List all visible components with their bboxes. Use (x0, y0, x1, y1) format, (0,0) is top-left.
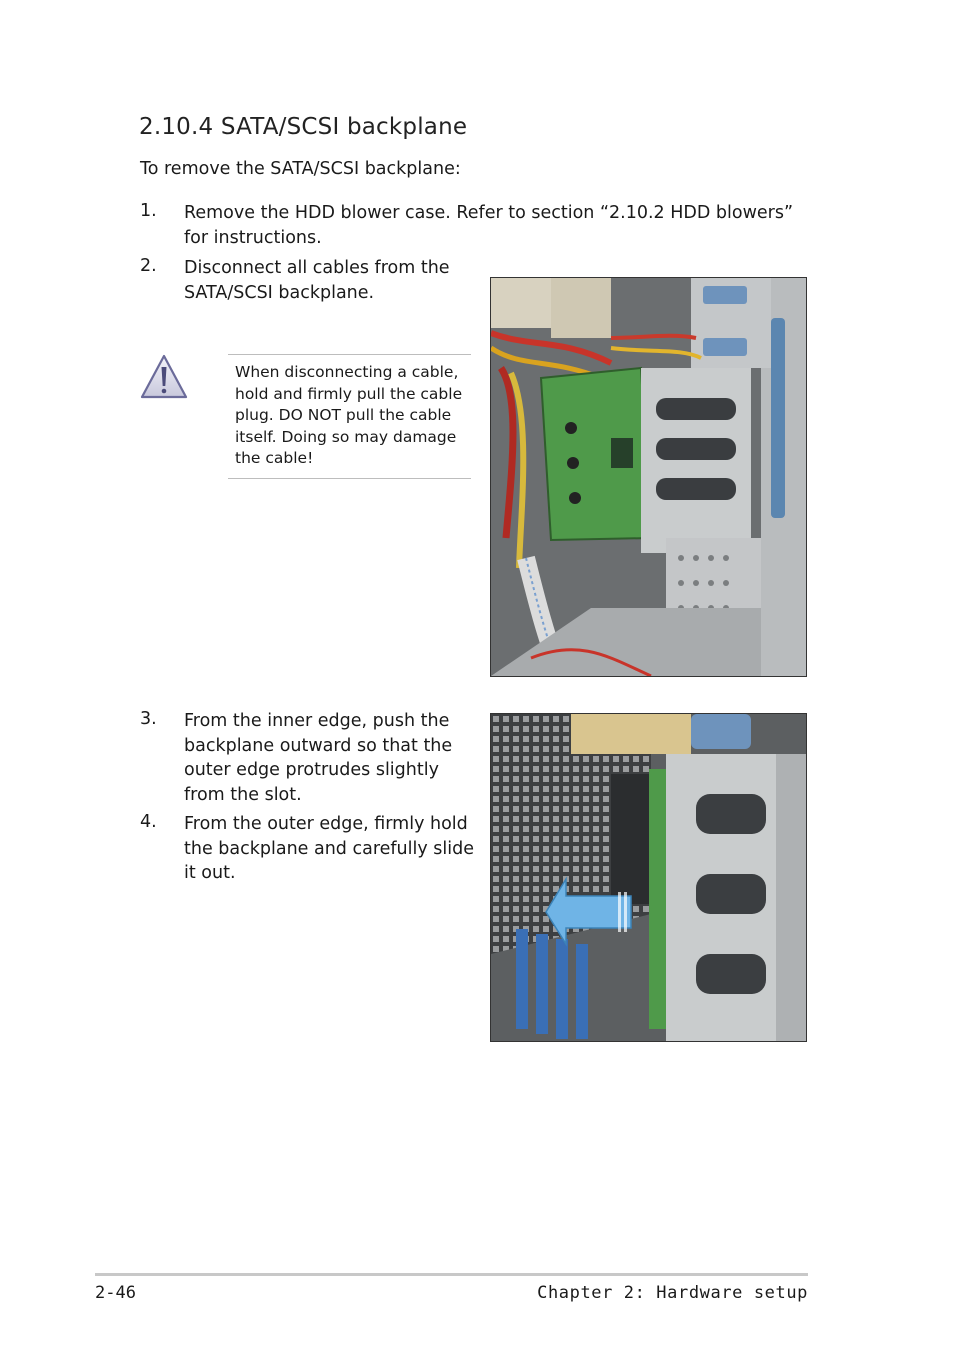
step-number: 1. (140, 201, 157, 221)
photo-backplane-slide (490, 713, 807, 1042)
step-number: 2. (140, 256, 157, 276)
footer-rule (95, 1273, 808, 1276)
photo-backplane-cables (490, 277, 807, 677)
step-text: Remove the HDD blower case. Refer to section “2.10.2 HDD blowers” for instructions. (184, 203, 794, 248)
section-heading: 2.10.4 SATA/SCSI backplane (139, 114, 468, 140)
page-number: 2-46 (95, 1283, 136, 1303)
intro-text: To remove the SATA/SCSI backplane: (140, 159, 461, 179)
step-text: From the outer edge, firmly hold the backplane and carefully slide it out. (184, 814, 475, 883)
warning-triangle-icon (139, 354, 189, 400)
step-number: 4. (140, 812, 157, 832)
step-text: From the inner edge, push the backplane outward so that the outer edge protrudes slightly from the slot. (184, 711, 453, 805)
note-text: When disconnecting a cable, hold and firmly pull the cable plug. DO NOT pull the cable itself. Doing so may damage the cable! (235, 363, 463, 467)
step-number: 3. (140, 709, 157, 729)
chapter-title: Chapter 2: Hardware setup (537, 1283, 808, 1303)
step-text: Disconnect all cables from the SATA/SCSI backplane. (184, 258, 450, 303)
